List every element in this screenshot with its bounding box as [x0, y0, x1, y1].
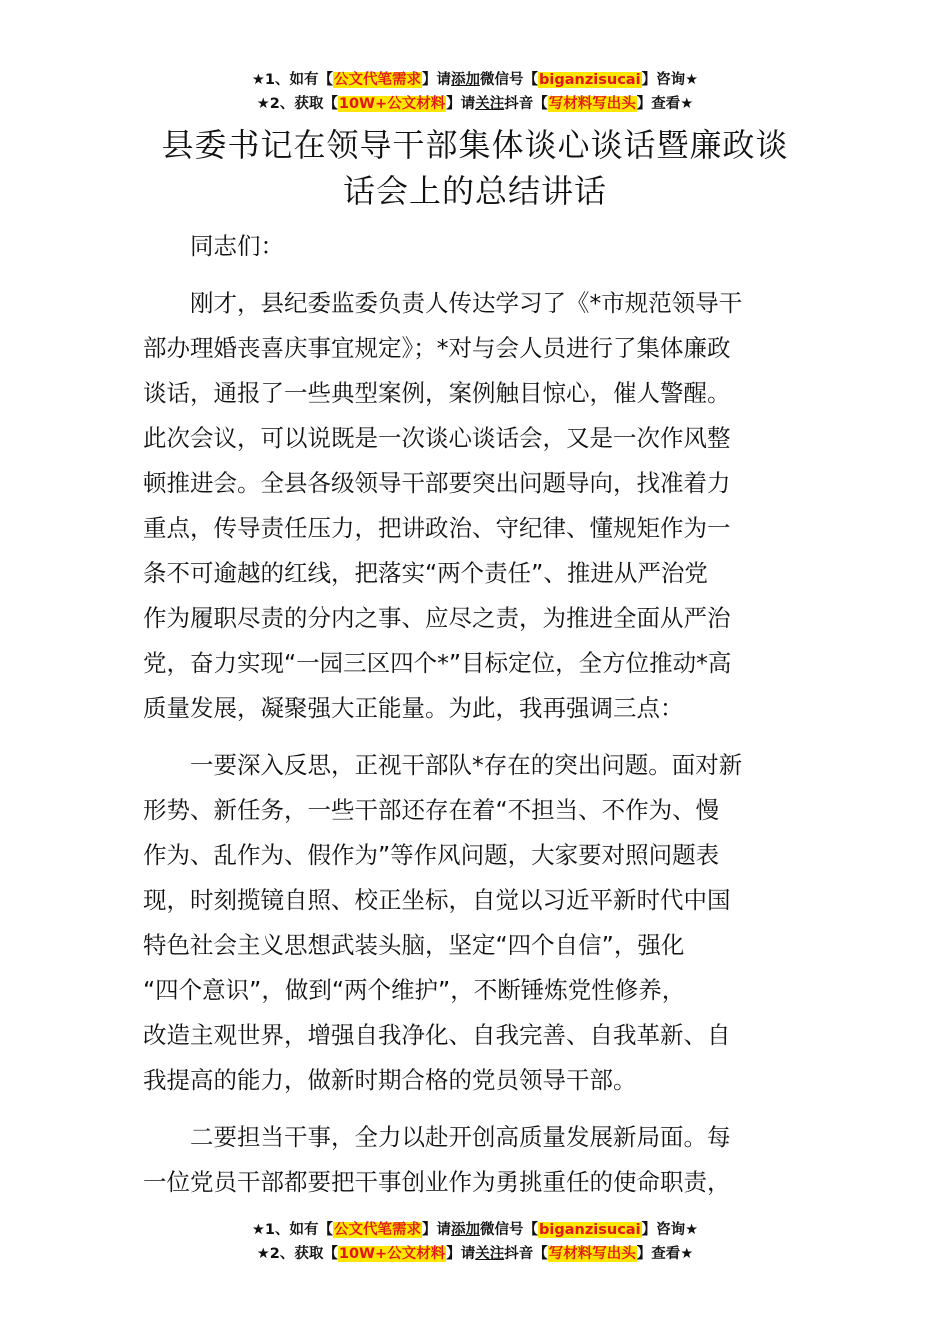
highlight-tag: 公文代笔需求 — [334, 72, 422, 88]
text-line: 刚才，县纪委监委负责人传达学习了《*市规范领导干 — [190, 289, 743, 317]
highlight-tag: 10W+公文材料 — [338, 1246, 446, 1262]
banner-line-1: ★1、如有【公文代笔需求】请添加微信号【biganzisucai】咨询★ — [251, 72, 699, 88]
paragraph-salutation — [143, 224, 809, 269]
text-line: 部办理婚丧喜庆事宜规定》；*对与会人员进行了集体廉政 — [143, 334, 731, 362]
text-line: 质量发展，凝聚强大正能量。为此，我再强调三点： — [143, 694, 684, 722]
highlight-tag: 公文代笔需求 — [334, 1222, 422, 1238]
text-line: 二要担当干事，全力以赴开创高质量发展新局面。每 — [190, 1123, 731, 1151]
footer-banner — [0, 1218, 950, 1266]
text-line: 特色社会主义思想武装头脑，坚定“四个自信”，强化 — [143, 931, 685, 959]
text-line: 我提高的能力，做新时期合格的党员领导干部。 — [143, 1066, 637, 1094]
highlight-tag: biganzisucai — [539, 72, 641, 88]
text-line: 此次会议，可以说既是一次谈心谈话会，又是一次作风整 — [143, 424, 731, 452]
text-line: 现，时刻揽镜自照、校正坐标，自觉以习近平新时代中国 — [143, 886, 731, 914]
text-line: 形势、新任务，一些干部还存在着“不担当、不作为、慢 — [143, 796, 720, 824]
paragraph-point-1 — [143, 743, 809, 1103]
text-line: 一位党员干部都要把干事创业作为勇挑重任的使命职责， — [143, 1168, 731, 1196]
paragraph-point-2 — [143, 1115, 809, 1205]
document-title — [140, 122, 810, 214]
document-body — [143, 224, 809, 1217]
banner-line-2: ★2、获取【10W+公文材料】请关注抖音【写材料写出头】查看★ — [256, 96, 694, 112]
text-line: 顿推进会。全县各级领导干部要突出问题导向，找准着力 — [143, 469, 731, 497]
text-line: 作为履职尽责的分内之事、应尽之责，为推进全面从严治 — [143, 604, 731, 632]
header-banner — [0, 68, 950, 116]
text-line: 党，奋力实现“一园三区四个*”目标定位，全方位推动*高 — [143, 649, 732, 677]
highlight-tag: biganzisucai — [539, 1222, 641, 1238]
banner-line-2: ★2、获取【10W+公文材料】请关注抖音【写材料写出头】查看★ — [256, 1246, 694, 1262]
text-line: 同志们： — [190, 232, 284, 260]
text-line: 重点，传导责任压力，把讲政治、守纪律、懂规矩作为一 — [143, 514, 731, 542]
banner-line-1: ★1、如有【公文代笔需求】请添加微信号【biganzisucai】咨询★ — [251, 1222, 699, 1238]
title-line: 县委书记在领导干部集体谈心谈话暨廉政谈 — [161, 126, 789, 164]
text-line: 改造主观世界，增强自我净化、自我完善、自我革新、自 — [143, 1021, 731, 1049]
text-line: 谈话，通报了一些典型案例，案例触目惊心，催人警醒。 — [143, 379, 731, 407]
text-line: 作为、乱作为、假作为”等作风问题，大家要对照问题表 — [143, 841, 720, 869]
highlight-tag: 10W+公文材料 — [338, 96, 446, 112]
title-line: 话会上的总结讲话 — [342, 172, 607, 210]
paragraph-intro — [143, 281, 809, 731]
highlight-tag: 写材料写出头 — [548, 96, 636, 112]
text-line: “四个意识”，做到“两个维护”，不断锤炼党性修养， — [143, 976, 686, 1004]
text-line: 一要深入反思，正视干部队*存在的突出问题。面对新 — [190, 751, 743, 779]
highlight-tag: 写材料写出头 — [548, 1246, 636, 1262]
text-line: 条不可逾越的红线，把落实“两个责任”、推进从严治党 — [143, 559, 708, 587]
